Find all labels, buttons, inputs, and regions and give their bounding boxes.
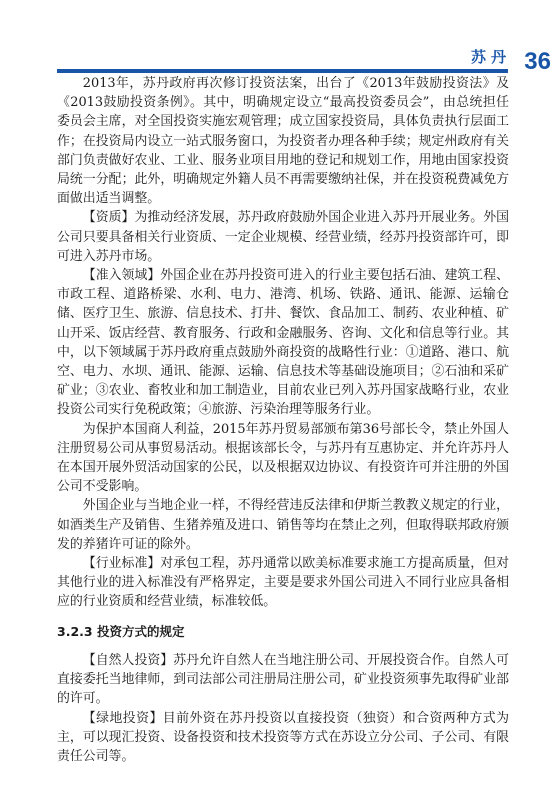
paragraph-2013-law: 2013年，苏丹政府再次修订投资法案，出台了《2013年鼓励投资法》及《2013鼓励投资条例》。其中，明确规定设立“最高投资委员会”，由总统担任委员会主席，对全国投资实施宏观管理；成立国家投资局，具体负责执行层面工作；在投资局内设立一站式服务窗口，为投资者办理各种手续；规定州政府有关部门负责做好农业、工业、服务业项目用地的登记和规划工作，用地由国家投资局统一分配；此外，明确规定外籍人员不再需要缴纳社保，并在投资税费减免方面做出适当调整。 bbox=[57, 76, 509, 207]
paragraph-access-sectors: 【准入领域】外国企业在苏丹投资可进入的行业主要包括石油、建筑工程、市政工程、道路桥梁、水利、电力、港湾、机场、铁路、通讯、能源、运输仓储、医疗卫生、旅游、信息技术、打井、餐饮、食品加工、制药、农业种植、矿山开采、饭店经营、教育服务、行政和金融服务、咨询、文化和信息等行业。其中，以下领域属于苏丹政府重点鼓励外商投资的战略性行业：①道路、港口、航空、电力、水坝、通讯、能源、运输、信息技术等基础设施项目；②石油和采矿矿业；③农业、畜牧业和加工制造业，目前农业已列入苏丹国家战略行业，农业投资公司实行免税政策；④旅游、污染治理等服务行业。 bbox=[57, 268, 509, 418]
paragraph-greenfield: 【绿地投资】目前外资在苏丹投资以直接投资（独资）和合资两种方式为主，可以现汇投资、设备投资和技术投资等方式在苏设立分公司、子公司、有限责任公司等。 bbox=[57, 710, 509, 764]
paragraph-prohibited-industries: 外国企业与当地企业一样，不得经营违反法律和伊斯兰教教义规定的行业，如酒类生产及销售、生猪养殖及进口、销售等均在禁止之列，但取得联邦政府颁发的养猪许可证的除外。 bbox=[57, 498, 509, 552]
header-rule bbox=[57, 69, 508, 73]
section-heading: 3.2.3 投资方式的规定 bbox=[57, 623, 185, 639]
page-body bbox=[57, 74, 509, 766]
paragraph-industry-standards: 【行业标准】对承包工程，苏丹通常以欧美标准要求施工方提高质量，但对其他行业的进入标准没有严格界定，主要是要求外国公司进入不同行业应具备相应的行业资质和经营业绩，标准较低。 bbox=[57, 556, 509, 610]
running-header-country: 苏丹 bbox=[470, 48, 511, 66]
paragraph-natural-person: 【自然人投资】苏丹允许自然人在当地注册公司、开展投资合作。自然人可直接委托当地律师，到司法部公司注册局注册公司，矿业投资须事先取得矿业部的许可。 bbox=[57, 652, 509, 707]
paragraph-qualification: 【资质】为推动经济发展，苏丹政府鼓励外国企业进入苏丹开展业务。外国公司只要具备相关行业资质、一定企业规模、经营业绩，经苏丹投资部许可，即可进入苏丹市场。 bbox=[57, 210, 509, 264]
paragraph-trade-ban: 为保护本国商人利益，2015年苏丹贸易部颁布第36号部长令，禁止外国人注册贸易公司从事贸易活动。根据该部长令，与苏丹有互惠协定、并允许苏丹人在本国开展外贸活动国家的公民，以及根据双边协议、有投资许可并注册的外国公司不受影响。 bbox=[57, 421, 509, 495]
page-number: 36 bbox=[524, 48, 551, 75]
